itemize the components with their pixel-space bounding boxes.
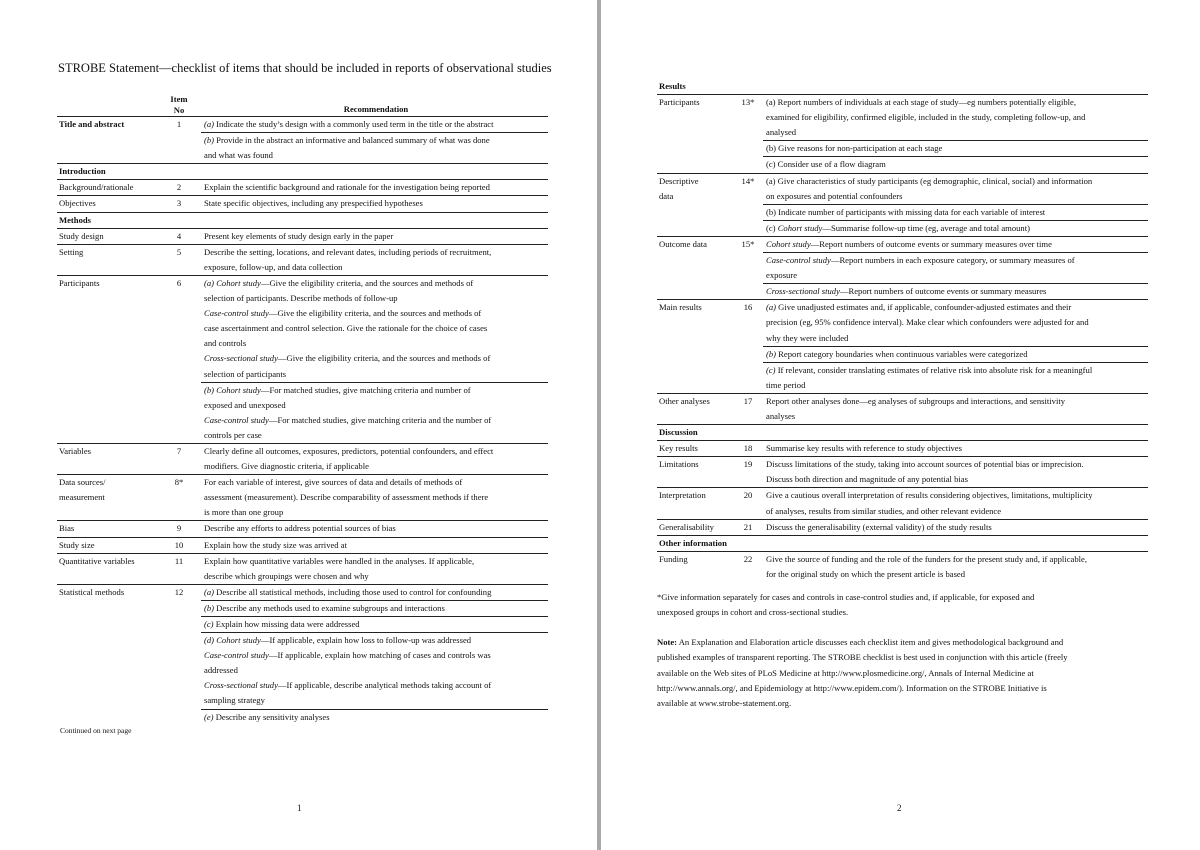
checklist-table-page-2 — [657, 79, 1148, 582]
table-row: Background/rationale 2 Explain the scientific background and rationale for the investigation being reported — [57, 180, 548, 196]
table-row: Quantitative variables 11 Explain how quantitative variables were handled in the analyses. If applicable, describe which groupings were chosen and why — [57, 553, 548, 584]
footnote: *Give information separately for cases and controls in case-control studies and, if applicable, for exposed and unexposed groups in cohort and cross-sectional studies. — [657, 592, 1035, 618]
table-row: Interpretation 20 Give a cautious overall interpretation of results considering objectives, limitations, multiplicity of analyses, results from similar studies, and other relevant evidence — [657, 488, 1148, 519]
table-row: (b) Provide in the abstract an informative and balanced summary of what was done and what was found — [57, 133, 548, 164]
page-number: 2 — [897, 803, 902, 813]
table-row: Variables 7 Clearly define all outcomes, exposures, predictors, potential confounders, and effect modifiers. Give diagnostic criteria, if applicable — [57, 443, 548, 474]
table-row: (e) Describe any sensitivity analyses — [57, 709, 548, 725]
table-row: (c) Consider use of a flow diagram — [657, 157, 1148, 173]
table-row: Funding 22 Give the source of funding and the role of the funders for the present study and, if applicable, for the original study on which the present article is based — [657, 551, 1148, 582]
table-row: (c) If relevant, consider translating estimates of relative risk into absolute risk for a meaningful time period — [657, 362, 1148, 393]
table-row: Outcome data 15* Cohort study—Report numbers of outcome events or summary measures over time — [657, 236, 1148, 252]
table-row: Statistical methods 12 (a) Describe all statistical methods, including those used to control for confounding — [57, 584, 548, 600]
page-title: STROBE Statement—checklist of items that should be included in reports of observational studies — [58, 61, 552, 75]
table-row: Study size 10 Explain how the study size was arrived at — [57, 537, 548, 553]
recommendation-header: Recommendation — [343, 104, 409, 114]
table-row: (c) Explain how missing data were addressed — [57, 617, 548, 633]
section-heading-results: Results — [659, 81, 686, 91]
table-row: (b) Give reasons for non-participation at each stage — [657, 141, 1148, 157]
table-row: Cross-sectional study—Report numbers of outcome events or summary measures — [657, 284, 1148, 300]
table-row: Limitations 19 Discuss limitations of the study, taking into account sources of potential bias or imprecision. Discuss both direction and magnitude of any potential bias — [657, 457, 1148, 488]
table-row: Objectives 3 State specific objectives, including any prespecified hypotheses — [57, 196, 548, 212]
table-row: Key results 18 Summarise key results with reference to study objectives — [657, 441, 1148, 457]
table-row: Main results 16 (a) Give unadjusted estimates and, if applicable, confounder-adjusted estimates and their precision (eg, 95% confidence interval). Make clear which confounders were adjusted for and why they were included — [657, 300, 1148, 346]
table-row: Data sources/ measurement 8* For each variable of interest, give sources of data and details of methods of assessment (measurement). Describe comparability of assessment methods if there is more than one group — [57, 475, 548, 521]
table-row: Setting 5 Describe the setting, locations, and relevant dates, including periods of recruitment, exposure, follow-up, and data collection — [57, 244, 548, 275]
table-row: Participants 6 (a) Cohort study—Give the eligibility criteria, and the sources and methods of selection of participants. Describe methods of follow-up Case-control study—Give the eligibility criteria, and the sources and methods of case ascertainment and control selection. Give the rationale for the choice of cases and controls Cross-sectional study—Give the eligibility criteria, and the sources and methods of selection of participants — [57, 275, 548, 382]
table-row: Descriptive data 14* (a) Give characteristics of study participants (eg demographic, clinical, social) and information on exposures and potential confounders — [657, 173, 1148, 204]
document-page-1 — [0, 0, 597, 850]
table-row: Bias 9 Describe any efforts to address potential sources of bias — [57, 521, 548, 537]
page-number: 1 — [297, 803, 302, 813]
explanation-note: Note: An Explanation and Elaboration article discusses each checklist item and gives methodological background and published examples of transparent reporting. The STROBE checklist is best used in conjunction with this article (freely available on the Web sites of PLoS Medicine at http://www.plosmedicine.org/, Annals of Internal Medicine at http://www.annals.org/, and Epidemiology at http://www.epidem.com/). Information on the STROBE Initiative is available at www.strobe-statement.org. — [657, 637, 1068, 709]
table-row: (d) Cohort study—If applicable, explain how loss to follow-up was addressed Case-control study—If applicable, explain how matching of cases and controls was addressed Cross-sectional study—If applicable, describe analytical methods taking account of sampling strategy — [57, 633, 548, 709]
table-row: (b) Cohort study—For matched studies, give matching criteria and number of exposed and unexposed Case-control study—For matched studies, give matching criteria and the number of controls per case — [57, 382, 548, 443]
checklist-table-page-1 — [57, 94, 548, 725]
section-heading-introduction: Introduction — [57, 164, 548, 180]
table-row: Case-control study—Report numbers in each exposure category, or summary measures of exposure — [657, 253, 1148, 284]
table-row: Title and abstract 1 (a) Indicate the study’s design with a commonly used term in the title or the abstract — [57, 117, 548, 133]
table-row: (b) Report category boundaries when continuous variables were categorized — [657, 346, 1148, 362]
table-row: Participants 13* (a) Report numbers of individuals at each stage of study—eg numbers potentially eligible, examined for eligibility, confirmed eligible, included in the study, completing follow-up, and analysed — [657, 95, 1148, 141]
table-header — [57, 94, 548, 117]
table-row: (c) Cohort study—Summarise follow-up time (eg, average and total amount) — [657, 220, 1148, 236]
item-no-header: Item No — [170, 94, 188, 115]
document-page-2 — [601, 0, 1200, 850]
continued-note: Continued on next page — [60, 726, 132, 735]
table-row: Study design 4 Present key elements of study design early in the paper — [57, 228, 548, 244]
section-heading-methods: Methods — [57, 212, 548, 228]
table-row: (b) Describe any methods used to examine subgroups and interactions — [57, 600, 548, 616]
section-heading-discussion: Discussion — [657, 425, 1148, 441]
table-row: Generalisability 21 Discuss the generalisability (external validity) of the study results — [657, 519, 1148, 535]
table-row: Other analyses 17 Report other analyses done—eg analyses of subgroups and interactions, and sensitivity analyses — [657, 393, 1148, 424]
section-heading-other-information: Other information — [657, 535, 1148, 551]
table-row: (b) Indicate number of participants with missing data for each variable of interest — [657, 204, 1148, 220]
